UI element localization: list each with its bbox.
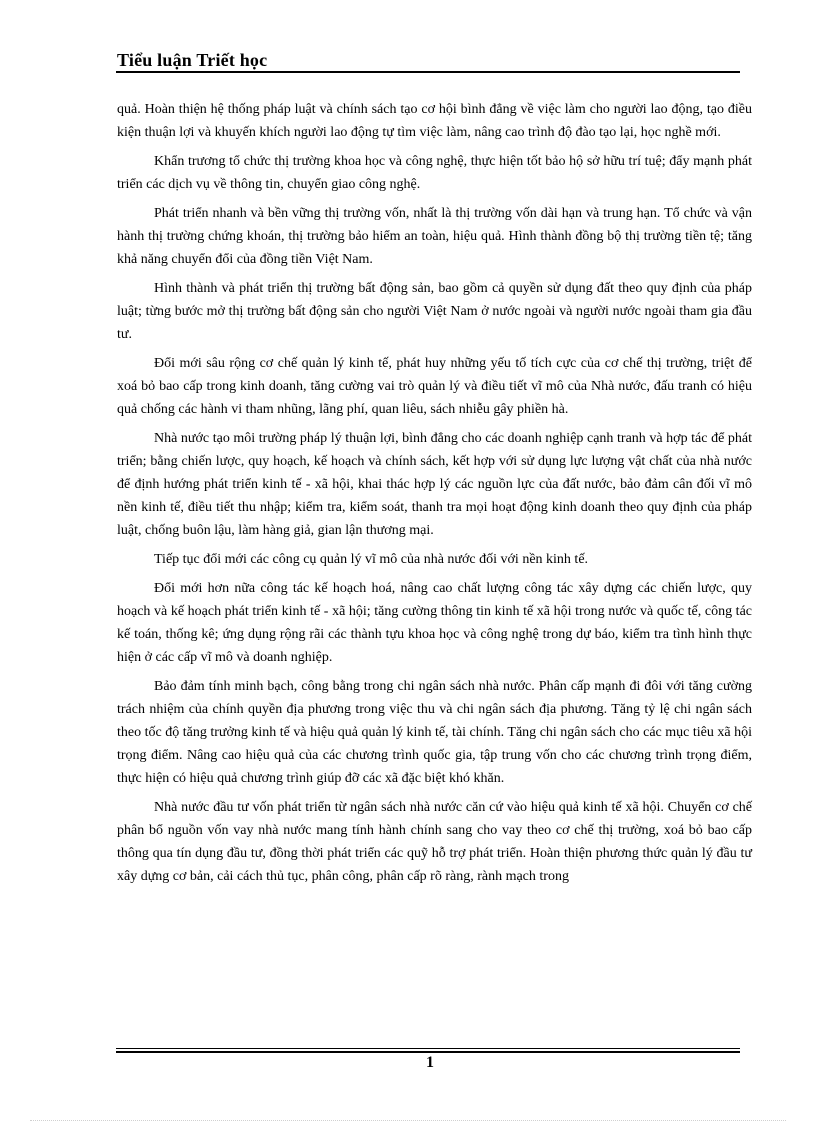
document-body <box>117 98 752 894</box>
document-header-title: Tiểu luận Triết học <box>117 50 268 70</box>
page-edge-divider <box>30 1120 786 1121</box>
paragraph-3: Phát triển nhanh và bền vững thị trường vốn, nhất là thị trường vốn dài hạn và trung hạn. Tổ chức và vận hành thị trường chứng khoán, thị trường bảo hiểm an toàn, hiệu quả. Hình thành đồng bộ thị trường tiền tệ; tăng khả năng chuyển đổi của đồng tiền Việt Nam. <box>117 206 752 267</box>
paragraph-10: Nhà nước đầu tư vốn phát triển từ ngân sách nhà nước căn cứ vào hiệu quả kinh tế xã hội. Chuyển cơ chế phân bổ nguồn vốn vay nhà nước mang tính hành chính sang cho vay theo cơ chế thị trường, xoá bỏ bao cấp thông qua tín dụng đầu tư, đồng thời phát triển các quỹ hỗ trợ phát triển. Hoàn thiện phương thức quản lý đầu tư xây dựng cơ bản, cải cách thủ tục, phân công, phân cấp rõ ràng, rành mạch trong <box>117 800 752 884</box>
footer-rule-thick <box>116 1051 740 1053</box>
paragraph-6: Nhà nước tạo môi trường pháp lý thuận lợi, bình đẳng cho các doanh nghiệp cạnh tranh và hợp tác để phát triển; bằng chiến lược, quy hoạch, kế hoạch và chính sách, kết hợp với sử dụng lực lượng vật chất của nhà nước để định hướng phát triển kinh tế - xã hội, khai thác hợp lý các nguồn lực của đất nước, bảo đảm cân đối vĩ mô nền kinh tế, điều tiết thu nhập; kiểm tra, kiểm soát, thanh tra mọi hoạt động kinh doanh theo quy định của pháp luật, chống buôn lậu, làm hàng giả, gian lận thương mại. <box>117 431 752 538</box>
paragraph-8: Đổi mới hơn nữa công tác kế hoạch hoá, nâng cao chất lượng công tác xây dựng các chiến lược, quy hoạch và kế hoạch phát triển kinh tế - xã hội; tăng cường thông tin kinh tế xã hội trong nước và quốc tế, công tác kế toán, thống kê; ứng dụng rộng rãi các thành tựu khoa học và công nghệ trong dự báo, kiểm tra tình hình thực hiện ở các cấp vĩ mô và doanh nghiệp. <box>117 581 752 665</box>
page-number: 1 <box>426 1054 434 1071</box>
header-rule <box>116 71 740 73</box>
paragraph-2: Khẩn trương tổ chức thị trường khoa học và công nghệ, thực hiện tốt bảo hộ sở hữu trí tuệ; đẩy mạnh phát triển các dịch vụ về thông tin, chuyển giao công nghệ. <box>117 154 752 192</box>
paragraph-9: Bảo đảm tính minh bạch, công bằng trong chi ngân sách nhà nước. Phân cấp mạnh đi đôi với tăng cường trách nhiệm của chính quyền địa phương trong việc thu và chi ngân sách địa phương. Tăng tỷ lệ chi ngân sách theo tốc độ tăng trưởng kinh tế và hiệu quả quản lý kinh tế, tài chính. Tăng chi ngân sách cho các mục tiêu xã hội trọng điểm. Nâng cao hiệu quả của các chương trình quốc gia, tập trung vốn cho các chương trình trọng điểm, thực hiện có hiệu quả chương trình giúp đỡ các xã đặc biệt khó khăn. <box>117 679 752 786</box>
footer-rule-thin <box>116 1048 740 1049</box>
paragraph-1: quả. Hoàn thiện hệ thống pháp luật và chính sách tạo cơ hội bình đẳng về việc làm cho người lao động, tạo điều kiện thuận lợi và khuyến khích người lao động tự tìm việc làm, nâng cao trình độ đào tạo lại, học nghề mới. <box>117 102 752 140</box>
paragraph-4: Hình thành và phát triển thị trường bất động sản, bao gồm cả quyền sử dụng đất theo quy định của pháp luật; từng bước mở thị trường bất động sản cho người Việt Nam ở nước ngoài và người nước ngoài tham gia đầu tư. <box>117 281 752 342</box>
paragraph-7: Tiếp tục đổi mới các công cụ quản lý vĩ mô của nhà nước đối với nền kinh tế. <box>154 552 589 567</box>
paragraph-5: Đổi mới sâu rộng cơ chế quản lý kinh tế, phát huy những yếu tố tích cực của cơ chế thị trường, triệt để xoá bỏ bao cấp trong kinh doanh, tăng cường vai trò quản lý và điều tiết vĩ mô của Nhà nước, đấu tranh có hiệu quả chống các hành vi tham nhũng, lãng phí, quan liêu, sách nhiễu gây phiền hà. <box>117 356 752 417</box>
